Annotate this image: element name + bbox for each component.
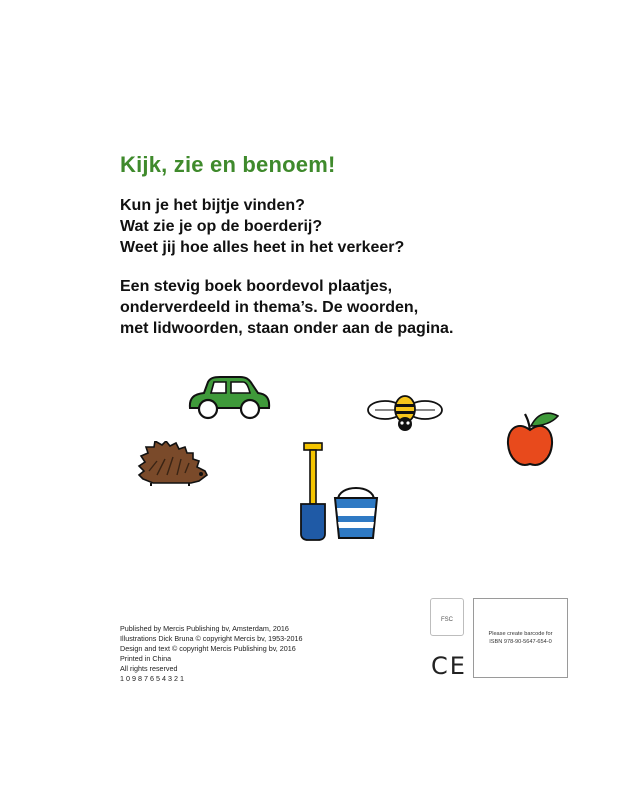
- question-line: Kun je het bijtje vinden?: [120, 197, 305, 214]
- description: [120, 276, 453, 339]
- hedgehog-icon: [137, 441, 209, 487]
- description-line: Een stevig boek boordevol plaatjes,: [120, 278, 393, 295]
- fsc-logo-box: FSC: [430, 598, 464, 636]
- imprint-line: 1 0 9 8 7 6 5 4 3 2 1: [120, 674, 184, 683]
- barcode-placeholder: [473, 598, 568, 678]
- question-list: [120, 195, 404, 258]
- imprint-line: Published by Mercis Publishing bv, Amsterdam, 2016: [120, 624, 289, 633]
- bee-icon: [365, 392, 445, 434]
- imprint-line: Illustrations Dick Bruna © copyright Mercis bv, 1953-2016: [120, 634, 303, 643]
- imprint-line: Design and text © copyright Mercis Publishing bv, 2016: [120, 644, 296, 653]
- page-title: Kijk, zie en benoem!: [120, 152, 336, 177]
- question-line: Wat zie je op de boerderij?: [120, 218, 323, 235]
- isbn-text: ISBN 978-90-5647-654-0: [489, 639, 552, 645]
- imprint: [120, 624, 303, 684]
- description-line: met lidwoorden, staan onder aan de pagina.: [120, 320, 454, 337]
- shovel-icon: [298, 442, 328, 542]
- barcode-note: Please create barcode for: [488, 631, 553, 637]
- apple-icon: [505, 408, 559, 470]
- question-line: Weet jij hoe alles heet in het verkeer?: [120, 239, 405, 256]
- imprint-line: All rights reserved: [120, 664, 178, 673]
- ce-mark: CE: [431, 652, 467, 680]
- car-icon: [186, 376, 272, 420]
- description-line: onderverdeeld in thema’s. De woorden,: [120, 299, 419, 316]
- bucket-icon: [332, 482, 380, 540]
- imprint-line: Printed in China: [120, 654, 172, 663]
